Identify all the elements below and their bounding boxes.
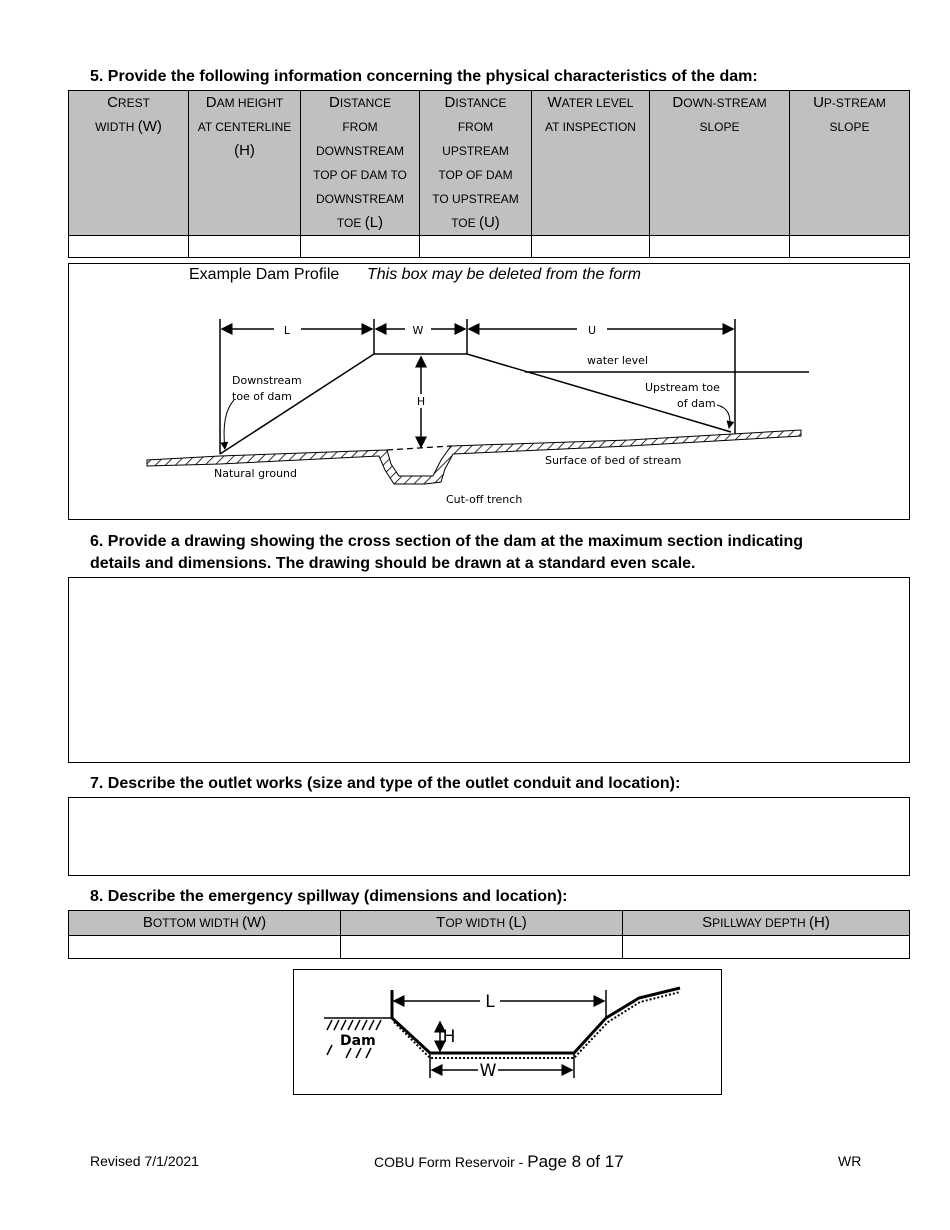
example-note: This box may be deleted from the form bbox=[367, 266, 641, 283]
col-bottom-width: BOTTOM WIDTH (W) bbox=[69, 911, 341, 936]
header-line: DOWN-STREAM bbox=[672, 94, 767, 111]
bottom-width-cell[interactable] bbox=[69, 936, 341, 959]
col-upstream-slope bbox=[790, 91, 910, 236]
footer-form-prefix: COBU Form Reservoir - bbox=[374, 1154, 528, 1170]
upstream-distance-cell[interactable] bbox=[420, 236, 532, 258]
table-row bbox=[69, 936, 910, 959]
downstream-distance-cell[interactable] bbox=[301, 236, 420, 258]
header-line: TOP OF DAM bbox=[438, 168, 513, 182]
header-line: UPSTREAM bbox=[442, 144, 509, 158]
downstream-toe-label-2: toe of dam bbox=[232, 390, 292, 403]
header-line: WATER LEVEL bbox=[547, 94, 634, 111]
l-label: L bbox=[283, 324, 291, 337]
col-crest-width bbox=[69, 91, 189, 236]
spill-h-label: H bbox=[442, 1027, 456, 1047]
header-line: SLOPE bbox=[699, 120, 740, 134]
downstream-slope-cell[interactable] bbox=[650, 236, 790, 258]
header-line: TOP OF DAM TO bbox=[313, 168, 407, 182]
header-line: WIDTH (W) bbox=[95, 118, 162, 135]
bed-surface-label: Surface of bed of stream bbox=[545, 454, 682, 467]
spillway-table bbox=[68, 910, 910, 959]
footer-revised: Revised 7/1/2021 bbox=[90, 1153, 199, 1169]
spill-l-label: L bbox=[485, 992, 495, 1012]
header-line: TOE (U) bbox=[451, 214, 500, 231]
upstream-toe-label-2: of dam bbox=[677, 397, 716, 410]
col-dam-height bbox=[189, 91, 301, 236]
footer-page-number: Page 8 of 17 bbox=[527, 1152, 624, 1171]
q7-heading: 7. Describe the outlet works (size and type of the outlet conduit and location): bbox=[90, 775, 681, 792]
table-row bbox=[69, 236, 910, 258]
col-spillway-depth: SPILLWAY DEPTH (H) bbox=[623, 911, 910, 936]
q6-drawing-area[interactable] bbox=[68, 577, 910, 763]
col-top-width: TOP WIDTH (L) bbox=[341, 911, 623, 936]
upstream-slope-cell[interactable] bbox=[790, 236, 910, 258]
table-header-row bbox=[69, 91, 910, 236]
spillway-diagram bbox=[294, 970, 721, 1094]
q8-heading: 8. Describe the emergency spillway (dimensions and location): bbox=[90, 888, 568, 905]
header-line: (H) bbox=[234, 142, 255, 159]
col-upstream-distance bbox=[420, 91, 532, 236]
header-line: CREST bbox=[107, 94, 150, 111]
header-line: TOE (L) bbox=[336, 214, 384, 231]
footer-form bbox=[374, 1152, 624, 1172]
upstream-toe-pointer bbox=[717, 405, 730, 428]
h-label: H bbox=[416, 395, 426, 408]
channel-hatch bbox=[394, 992, 680, 1058]
water-level-label: water level bbox=[587, 354, 648, 367]
trench-dashed-line bbox=[387, 446, 451, 450]
footer-code: WR bbox=[838, 1153, 862, 1169]
dam-label: Dam bbox=[340, 1033, 376, 1049]
header-line: FROM bbox=[457, 120, 494, 134]
downstream-toe-label-1: Downstream bbox=[232, 374, 302, 387]
channel-outline bbox=[392, 988, 680, 1053]
header-line: AT CENTERLINE bbox=[197, 120, 292, 134]
header-line: TO UPSTREAM bbox=[432, 192, 519, 206]
dam-characteristics-table bbox=[68, 90, 910, 258]
w-label: W bbox=[412, 324, 424, 337]
header-line: UP-STREAM bbox=[813, 94, 886, 111]
spill-w-label: W bbox=[479, 1061, 497, 1081]
cutoff-trench-label: Cut-off trench bbox=[446, 493, 523, 506]
q6-heading-line1: 6. Provide a drawing showing the cross section of the dam at the maximum section indicating bbox=[90, 533, 804, 550]
header-line: DISTANCE bbox=[444, 94, 507, 111]
header-line: DISTANCE bbox=[329, 94, 391, 111]
dam-profile-diagram bbox=[69, 264, 909, 519]
q6-heading-line2: details and dimensions. The drawing should be drawn at a standard even scale. bbox=[90, 555, 696, 572]
col-water-level bbox=[532, 91, 650, 236]
crest-width-cell[interactable] bbox=[69, 236, 189, 258]
header-line: DAM HEIGHT bbox=[205, 94, 284, 111]
q5-heading: 5. Provide the following information concerning the physical characteristics of the dam: bbox=[90, 68, 758, 85]
col-downstream-slope bbox=[650, 91, 790, 236]
q7-answer-area[interactable] bbox=[68, 797, 910, 876]
upstream-toe-label-1: Upstream toe bbox=[645, 381, 720, 394]
natural-ground-label: Natural ground bbox=[214, 467, 297, 480]
u-label: U bbox=[587, 324, 597, 337]
header-line: DOWNSTREAM bbox=[316, 192, 404, 206]
water-level-cell[interactable] bbox=[532, 236, 650, 258]
spillway-header-row bbox=[69, 911, 910, 936]
header-line: DOWNSTREAM bbox=[316, 144, 404, 158]
top-width-cell[interactable] bbox=[341, 936, 623, 959]
dam-height-cell[interactable] bbox=[189, 236, 301, 258]
spillway-depth-cell[interactable] bbox=[623, 936, 910, 959]
example-title: Example Dam Profile bbox=[189, 266, 340, 283]
downstream-toe-pointer bbox=[224, 400, 234, 449]
spillway-diagram-box bbox=[293, 969, 722, 1095]
col-downstream-distance bbox=[301, 91, 420, 236]
header-line: FROM bbox=[342, 120, 378, 134]
header-line: SLOPE bbox=[829, 120, 870, 134]
header-line: AT INSPECTION bbox=[545, 120, 636, 134]
example-dam-profile-box bbox=[68, 263, 910, 520]
